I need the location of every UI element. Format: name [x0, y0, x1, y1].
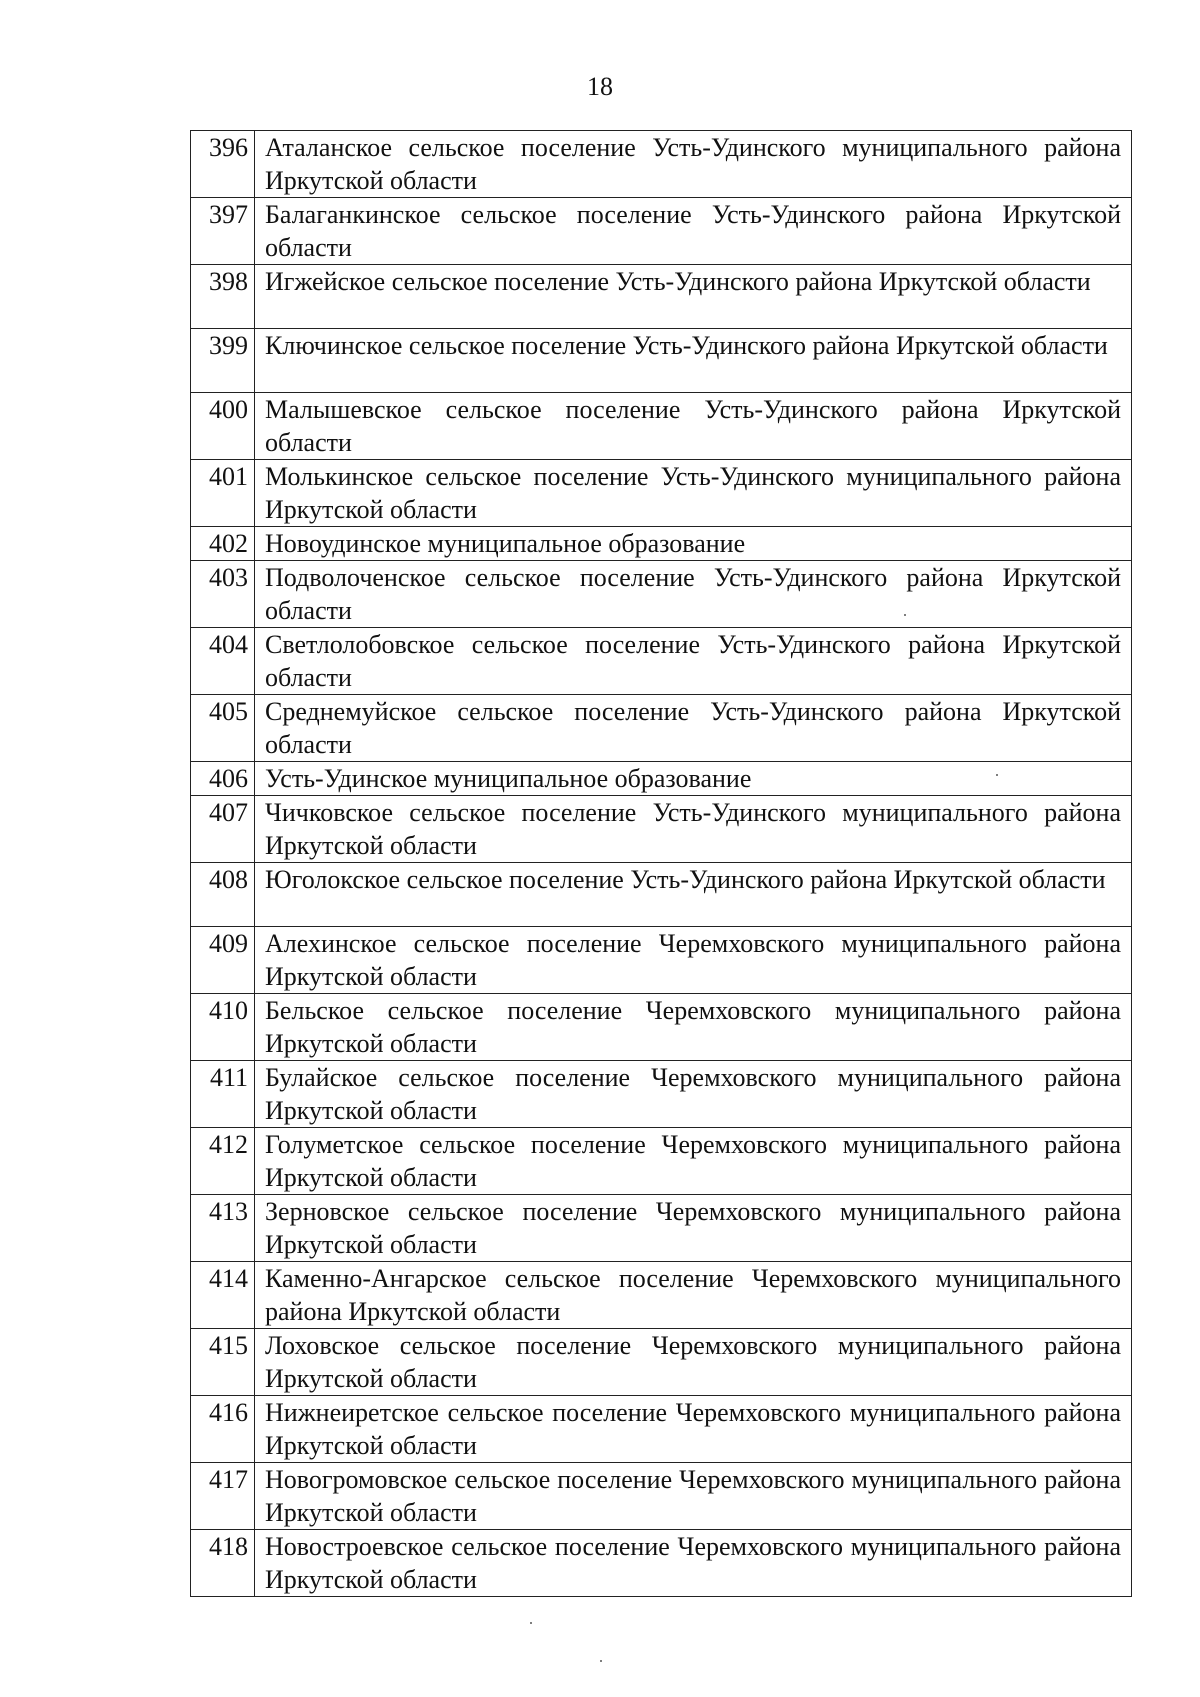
- row-settlement-name: Подволоченское сельское поселение Усть-Удинского района Иркутской области: [255, 561, 1132, 628]
- settlements-table: [190, 130, 1132, 1597]
- row-number: 409: [191, 927, 255, 994]
- table-row: [191, 1396, 1132, 1463]
- row-number: 403: [191, 561, 255, 628]
- row-settlement-name: Бельское сельское поселение Черемховского муниципального района Иркутской области: [255, 994, 1132, 1061]
- row-number: 408: [191, 863, 255, 927]
- row-number: 399: [191, 329, 255, 393]
- table-row: [191, 863, 1132, 927]
- row-number: 415: [191, 1329, 255, 1396]
- row-settlement-name: Балаганкинское сельское поселение Усть-Удинского района Иркутской области: [255, 198, 1132, 265]
- row-settlement-name: Новоудинское муниципальное образование: [255, 527, 1132, 561]
- table-row: [191, 762, 1132, 796]
- row-settlement-name: Игжейское сельское поселение Усть-Удинского района Иркутской области: [255, 265, 1132, 329]
- row-number: 402: [191, 527, 255, 561]
- table-row: [191, 198, 1132, 265]
- row-number: 413: [191, 1195, 255, 1262]
- table-row: [191, 1262, 1132, 1329]
- row-number: 416: [191, 1396, 255, 1463]
- row-number: 405: [191, 695, 255, 762]
- table-row: [191, 131, 1132, 198]
- row-settlement-name: Новогромовское сельское поселение Черемховского муниципального района Иркутской области: [255, 1463, 1132, 1530]
- row-settlement-name: Среднемуйское сельское поселение Усть-Удинского района Иркутской области: [255, 695, 1132, 762]
- row-settlement-name: Усть-Удинское муниципальное образование: [255, 762, 1132, 796]
- table-row: [191, 927, 1132, 994]
- row-settlement-name: Лоховское сельское поселение Черемховского муниципального района Иркутской области: [255, 1329, 1132, 1396]
- row-number: 407: [191, 796, 255, 863]
- row-settlement-name: Малышевское сельское поселение Усть-Удинского района Иркутской области: [255, 393, 1132, 460]
- row-settlement-name: Аталанское сельское поселение Усть-Удинского муниципального района Иркутской области: [255, 131, 1132, 198]
- scan-speck: [600, 1660, 602, 1662]
- row-settlement-name: Молькинское сельское поселение Усть-Удинского муниципального района Иркутской области: [255, 460, 1132, 527]
- table-row: [191, 527, 1132, 561]
- table-row: [191, 1195, 1132, 1262]
- row-settlement-name: Юголокское сельское поселение Усть-Удинского района Иркутской области: [255, 863, 1132, 927]
- page-number: 18: [587, 72, 613, 101]
- row-number: 418: [191, 1530, 255, 1597]
- table-row: [191, 393, 1132, 460]
- table-row: [191, 460, 1132, 527]
- row-settlement-name: Булайское сельское поселение Черемховского муниципального района Иркутской области: [255, 1061, 1132, 1128]
- row-number: 406: [191, 762, 255, 796]
- table-row: [191, 994, 1132, 1061]
- row-number: 410: [191, 994, 255, 1061]
- row-number: 396: [191, 131, 255, 198]
- row-settlement-name: Чичковское сельское поселение Усть-Удинского муниципального района Иркутской области: [255, 796, 1132, 863]
- table-row: [191, 1329, 1132, 1396]
- row-number: 397: [191, 198, 255, 265]
- table-row: [191, 1530, 1132, 1597]
- table-row: [191, 628, 1132, 695]
- row-settlement-name: Новостроевское сельское поселение Черемховского муниципального района Иркутской области: [255, 1530, 1132, 1597]
- table-row: [191, 1128, 1132, 1195]
- table-row: [191, 796, 1132, 863]
- row-settlement-name: Светлолобовское сельское поселение Усть-Удинского района Иркутской области: [255, 628, 1132, 695]
- table-row: [191, 1061, 1132, 1128]
- table-row: [191, 265, 1132, 329]
- table-row: [191, 329, 1132, 393]
- row-settlement-name: Ключинское сельское поселение Усть-Удинского района Иркутской области: [255, 329, 1132, 393]
- row-settlement-name: Голуметское сельское поселение Черемховского муниципального района Иркутской области: [255, 1128, 1132, 1195]
- row-settlement-name: Нижнеиретское сельское поселение Черемховского муниципального района Иркутской области: [255, 1396, 1132, 1463]
- row-number: 411: [191, 1061, 255, 1128]
- row-settlement-name: Каменно-Ангарское сельское поселение Черемховского муниципального района Иркутской области: [255, 1262, 1132, 1329]
- scan-speck: [530, 1622, 532, 1624]
- row-number: 401: [191, 460, 255, 527]
- table-row: [191, 1463, 1132, 1530]
- row-number: 398: [191, 265, 255, 329]
- row-settlement-name: Зерновское сельское поселение Черемховского муниципального района Иркутской области: [255, 1195, 1132, 1262]
- table-row: [191, 695, 1132, 762]
- row-number: 412: [191, 1128, 255, 1195]
- table-row: [191, 561, 1132, 628]
- scan-speck: [904, 614, 906, 616]
- row-number: 414: [191, 1262, 255, 1329]
- row-number: 417: [191, 1463, 255, 1530]
- row-settlement-name: Алехинское сельское поселение Черемховского муниципального района Иркутской области: [255, 927, 1132, 994]
- scan-speck: [996, 774, 998, 776]
- row-number: 400: [191, 393, 255, 460]
- row-number: 404: [191, 628, 255, 695]
